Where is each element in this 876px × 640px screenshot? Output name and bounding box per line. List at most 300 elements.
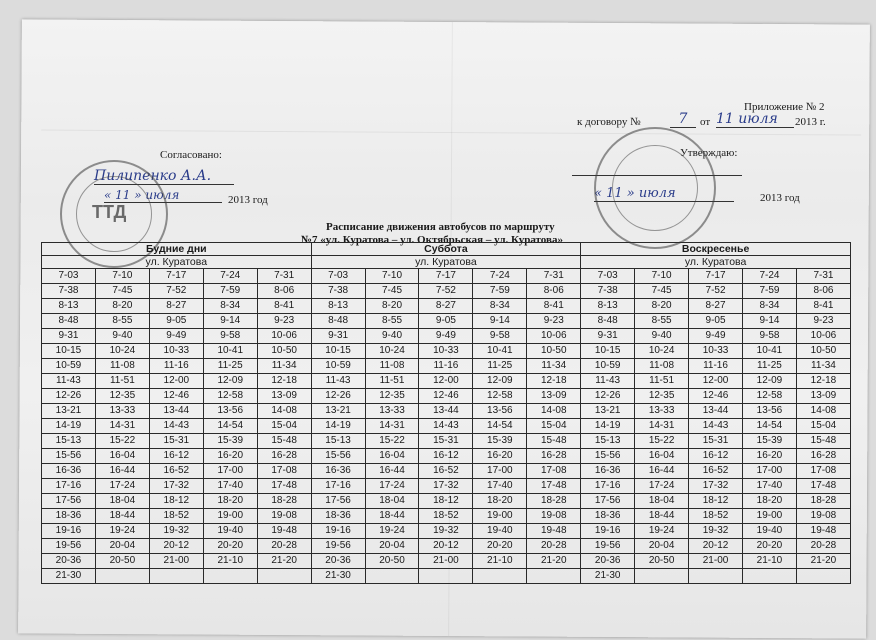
time-cell: 10-24 xyxy=(95,344,149,359)
time-cell: 10-50 xyxy=(257,344,311,359)
time-cell: 21-20 xyxy=(527,554,581,569)
time-cell: 7-24 xyxy=(473,269,527,284)
time-cell: 15-13 xyxy=(311,434,365,449)
time-cell: 12-26 xyxy=(311,389,365,404)
time-cell xyxy=(95,569,149,584)
time-cell: 15-22 xyxy=(365,434,419,449)
time-cell: 12-18 xyxy=(796,374,850,389)
time-cell: 8-34 xyxy=(203,299,257,314)
time-cell: 13-56 xyxy=(203,404,257,419)
time-cell: 14-31 xyxy=(95,419,149,434)
table-row xyxy=(42,374,851,389)
time-cell: 16-04 xyxy=(635,449,689,464)
time-cell xyxy=(419,569,473,584)
time-cell: 10-24 xyxy=(635,344,689,359)
time-cell: 10-59 xyxy=(581,359,635,374)
time-cell: 9-14 xyxy=(203,314,257,329)
time-cell: 8-27 xyxy=(689,299,743,314)
time-cell: 17-00 xyxy=(473,464,527,479)
time-cell: 7-31 xyxy=(527,269,581,284)
time-cell: 13-56 xyxy=(473,404,527,419)
time-cell: 18-04 xyxy=(635,494,689,509)
time-cell: 10-41 xyxy=(742,344,796,359)
time-cell: 17-56 xyxy=(311,494,365,509)
time-cell: 7-17 xyxy=(689,269,743,284)
time-cell: 13-21 xyxy=(581,404,635,419)
time-cell: 20-50 xyxy=(365,554,419,569)
day-header: Будние дни xyxy=(42,243,312,256)
time-cell: 15-04 xyxy=(527,419,581,434)
time-cell: 18-20 xyxy=(203,494,257,509)
time-cell: 20-28 xyxy=(796,539,850,554)
time-cell: 9-58 xyxy=(203,329,257,344)
time-cell: 14-08 xyxy=(257,404,311,419)
time-cell: 16-28 xyxy=(796,449,850,464)
time-cell: 12-35 xyxy=(95,389,149,404)
time-cell: 9-23 xyxy=(796,314,850,329)
time-cell: 12-58 xyxy=(742,389,796,404)
time-cell: 13-44 xyxy=(689,404,743,419)
contract-date: 11 июля xyxy=(716,111,794,128)
time-cell: 8-27 xyxy=(149,299,203,314)
time-cell: 11-34 xyxy=(257,359,311,374)
time-cell: 19-00 xyxy=(473,509,527,524)
time-cell: 17-40 xyxy=(203,479,257,494)
time-cell: 17-56 xyxy=(42,494,96,509)
time-cell: 16-52 xyxy=(689,464,743,479)
time-cell: 7-38 xyxy=(311,284,365,299)
time-cell: 18-28 xyxy=(796,494,850,509)
time-cell: 17-24 xyxy=(365,479,419,494)
time-cell: 15-56 xyxy=(581,449,635,464)
time-cell: 19-08 xyxy=(527,509,581,524)
time-cell: 8-48 xyxy=(311,314,365,329)
time-cell: 10-59 xyxy=(311,359,365,374)
time-cell: 13-09 xyxy=(527,389,581,404)
time-cell: 9-40 xyxy=(95,329,149,344)
time-cell: 18-20 xyxy=(742,494,796,509)
time-cell: 16-28 xyxy=(527,449,581,464)
time-cell: 7-31 xyxy=(257,269,311,284)
time-cell: 20-12 xyxy=(689,539,743,554)
time-cell: 15-13 xyxy=(42,434,96,449)
time-cell: 20-36 xyxy=(311,554,365,569)
time-cell: 18-28 xyxy=(527,494,581,509)
time-cell: 16-44 xyxy=(95,464,149,479)
time-cell: 13-33 xyxy=(635,404,689,419)
time-cell: 18-28 xyxy=(257,494,311,509)
time-cell: 13-09 xyxy=(257,389,311,404)
stop-header: ул. Куратова xyxy=(311,256,581,269)
time-cell: 14-19 xyxy=(581,419,635,434)
time-cell: 19-16 xyxy=(311,524,365,539)
time-cell: 7-59 xyxy=(742,284,796,299)
time-cell: 8-13 xyxy=(42,299,96,314)
time-cell: 13-21 xyxy=(311,404,365,419)
time-cell: 19-00 xyxy=(203,509,257,524)
time-cell: 16-52 xyxy=(149,464,203,479)
time-cell: 16-12 xyxy=(419,449,473,464)
time-cell: 12-58 xyxy=(473,389,527,404)
bus-schedule-table xyxy=(41,242,851,584)
time-cell: 19-08 xyxy=(257,509,311,524)
time-cell: 15-22 xyxy=(95,434,149,449)
time-cell: 11-51 xyxy=(365,374,419,389)
time-cell: 9-05 xyxy=(419,314,473,329)
time-cell: 7-10 xyxy=(95,269,149,284)
time-cell: 7-10 xyxy=(365,269,419,284)
time-cell: 19-56 xyxy=(581,539,635,554)
time-cell: 20-20 xyxy=(203,539,257,554)
time-cell: 10-15 xyxy=(42,344,96,359)
time-cell: 21-20 xyxy=(796,554,850,569)
time-cell: 8-13 xyxy=(581,299,635,314)
time-cell: 12-46 xyxy=(419,389,473,404)
time-cell: 17-32 xyxy=(689,479,743,494)
time-cell: 9-23 xyxy=(527,314,581,329)
time-cell: 18-44 xyxy=(635,509,689,524)
time-cell: 15-56 xyxy=(42,449,96,464)
time-cell: 21-20 xyxy=(257,554,311,569)
time-cell: 15-22 xyxy=(635,434,689,449)
time-cell: 14-31 xyxy=(635,419,689,434)
time-cell: 20-04 xyxy=(365,539,419,554)
time-cell: 9-14 xyxy=(742,314,796,329)
time-cell: 14-19 xyxy=(311,419,365,434)
time-cell: 8-48 xyxy=(42,314,96,329)
time-cell: 13-09 xyxy=(796,389,850,404)
time-cell: 14-43 xyxy=(689,419,743,434)
time-cell: 11-08 xyxy=(365,359,419,374)
time-cell: 7-31 xyxy=(796,269,850,284)
seal-center-text: ТТД xyxy=(92,202,127,222)
time-cell: 10-33 xyxy=(419,344,473,359)
time-cell: 11-16 xyxy=(419,359,473,374)
time-cell: 21-00 xyxy=(419,554,473,569)
time-cell: 19-40 xyxy=(742,524,796,539)
time-cell: 9-49 xyxy=(419,329,473,344)
time-cell: 16-44 xyxy=(365,464,419,479)
time-cell: 12-35 xyxy=(365,389,419,404)
time-cell: 7-17 xyxy=(149,269,203,284)
time-cell: 11-16 xyxy=(689,359,743,374)
time-cell: 15-48 xyxy=(796,434,850,449)
time-cell: 18-52 xyxy=(419,509,473,524)
appendix-label: Приложение № 2 xyxy=(744,101,825,113)
time-cell: 14-54 xyxy=(742,419,796,434)
time-cell: 16-12 xyxy=(149,449,203,464)
time-cell: 15-04 xyxy=(796,419,850,434)
time-cell: 10-06 xyxy=(257,329,311,344)
time-cell: 10-41 xyxy=(473,344,527,359)
table-row xyxy=(42,269,851,284)
time-cell: 13-44 xyxy=(149,404,203,419)
time-cell: 9-49 xyxy=(689,329,743,344)
time-cell: 8-06 xyxy=(527,284,581,299)
time-cell: 16-04 xyxy=(365,449,419,464)
time-cell: 13-33 xyxy=(95,404,149,419)
time-cell: 19-16 xyxy=(581,524,635,539)
time-cell: 14-31 xyxy=(365,419,419,434)
time-cell: 18-12 xyxy=(419,494,473,509)
time-cell: 12-26 xyxy=(581,389,635,404)
time-cell: 20-04 xyxy=(635,539,689,554)
time-cell xyxy=(742,569,796,584)
time-cell: 12-00 xyxy=(149,374,203,389)
time-cell: 19-48 xyxy=(257,524,311,539)
time-cell: 18-04 xyxy=(365,494,419,509)
time-cell: 8-41 xyxy=(796,299,850,314)
time-cell: 11-25 xyxy=(473,359,527,374)
time-cell: 18-36 xyxy=(42,509,96,524)
time-cell: 15-13 xyxy=(581,434,635,449)
time-cell: 20-12 xyxy=(149,539,203,554)
time-cell: 8-06 xyxy=(796,284,850,299)
time-cell: 10-33 xyxy=(689,344,743,359)
time-cell: 7-17 xyxy=(419,269,473,284)
time-cell: 10-41 xyxy=(203,344,257,359)
table-row xyxy=(42,509,851,524)
time-cell: 15-31 xyxy=(689,434,743,449)
time-cell: 13-21 xyxy=(42,404,96,419)
time-cell: 21-00 xyxy=(689,554,743,569)
time-cell: 9-05 xyxy=(149,314,203,329)
time-cell: 19-40 xyxy=(203,524,257,539)
time-cell: 10-50 xyxy=(527,344,581,359)
time-cell xyxy=(473,569,527,584)
time-cell: 9-58 xyxy=(473,329,527,344)
time-cell: 10-50 xyxy=(796,344,850,359)
time-cell: 17-08 xyxy=(527,464,581,479)
time-cell: 11-43 xyxy=(581,374,635,389)
time-cell: 16-20 xyxy=(742,449,796,464)
time-cell: 20-36 xyxy=(42,554,96,569)
time-cell: 15-48 xyxy=(527,434,581,449)
time-cell: 15-31 xyxy=(419,434,473,449)
time-cell: 18-04 xyxy=(95,494,149,509)
time-cell: 21-30 xyxy=(581,569,635,584)
time-cell: 21-10 xyxy=(473,554,527,569)
table-row xyxy=(42,419,851,434)
time-cell: 9-23 xyxy=(257,314,311,329)
time-cell: 17-32 xyxy=(419,479,473,494)
time-cell: 10-24 xyxy=(365,344,419,359)
time-cell: 18-36 xyxy=(311,509,365,524)
time-cell: 8-06 xyxy=(257,284,311,299)
time-cell: 18-44 xyxy=(95,509,149,524)
time-cell: 7-52 xyxy=(689,284,743,299)
time-cell: 15-39 xyxy=(473,434,527,449)
table-row xyxy=(42,314,851,329)
contract-year: 2013 г. xyxy=(795,116,826,128)
time-cell: 8-41 xyxy=(527,299,581,314)
day-header: Суббота xyxy=(311,243,581,256)
time-cell: 8-55 xyxy=(635,314,689,329)
time-cell: 7-10 xyxy=(635,269,689,284)
time-cell: 12-35 xyxy=(635,389,689,404)
time-cell: 7-38 xyxy=(581,284,635,299)
time-cell: 16-04 xyxy=(95,449,149,464)
time-cell: 21-10 xyxy=(742,554,796,569)
time-cell: 18-44 xyxy=(365,509,419,524)
time-cell: 19-56 xyxy=(42,539,96,554)
time-cell: 14-43 xyxy=(149,419,203,434)
time-cell: 15-39 xyxy=(742,434,796,449)
contract-number: 7 xyxy=(670,111,696,128)
time-cell: 12-09 xyxy=(473,374,527,389)
time-cell: 11-51 xyxy=(95,374,149,389)
time-cell xyxy=(149,569,203,584)
time-cell: 13-56 xyxy=(742,404,796,419)
time-cell: 7-03 xyxy=(311,269,365,284)
time-cell: 16-36 xyxy=(42,464,96,479)
time-cell: 12-46 xyxy=(149,389,203,404)
time-cell: 16-44 xyxy=(635,464,689,479)
time-cell: 10-15 xyxy=(581,344,635,359)
time-cell: 19-24 xyxy=(365,524,419,539)
table-row xyxy=(42,464,851,479)
time-cell: 8-13 xyxy=(311,299,365,314)
time-cell: 7-45 xyxy=(635,284,689,299)
time-cell: 9-40 xyxy=(635,329,689,344)
time-cell: 21-10 xyxy=(203,554,257,569)
time-cell: 13-33 xyxy=(365,404,419,419)
time-cell: 7-52 xyxy=(149,284,203,299)
time-cell: 18-52 xyxy=(689,509,743,524)
time-cell: 19-08 xyxy=(796,509,850,524)
time-cell: 17-24 xyxy=(635,479,689,494)
time-cell: 18-12 xyxy=(689,494,743,509)
time-cell xyxy=(365,569,419,584)
time-cell: 9-05 xyxy=(689,314,743,329)
time-cell: 7-24 xyxy=(742,269,796,284)
table-row xyxy=(42,404,851,419)
time-cell: 11-25 xyxy=(203,359,257,374)
time-cell: 14-54 xyxy=(203,419,257,434)
table-row xyxy=(42,284,851,299)
time-cell: 20-36 xyxy=(581,554,635,569)
time-cell: 21-30 xyxy=(311,569,365,584)
time-cell: 7-38 xyxy=(42,284,96,299)
time-cell: 18-12 xyxy=(149,494,203,509)
time-cell: 19-32 xyxy=(689,524,743,539)
time-cell: 19-32 xyxy=(149,524,203,539)
time-cell: 19-24 xyxy=(635,524,689,539)
time-cell: 20-28 xyxy=(527,539,581,554)
table-row xyxy=(42,344,851,359)
time-cell: 20-50 xyxy=(635,554,689,569)
time-cell: 8-34 xyxy=(742,299,796,314)
approved-date: « 11 » июля xyxy=(594,186,734,202)
time-cell: 12-46 xyxy=(689,389,743,404)
time-cell: 15-31 xyxy=(149,434,203,449)
table-row xyxy=(42,494,851,509)
time-cell: 20-12 xyxy=(419,539,473,554)
time-cell: 8-41 xyxy=(257,299,311,314)
schedule-title: Расписание движения автобусов по маршруту xyxy=(326,221,555,233)
time-cell: 19-40 xyxy=(473,524,527,539)
time-cell: 17-00 xyxy=(742,464,796,479)
time-cell: 16-28 xyxy=(257,449,311,464)
time-cell: 9-31 xyxy=(311,329,365,344)
time-cell: 8-55 xyxy=(365,314,419,329)
time-cell: 7-45 xyxy=(365,284,419,299)
table-row xyxy=(42,299,851,314)
time-cell: 20-20 xyxy=(473,539,527,554)
time-cell: 20-04 xyxy=(95,539,149,554)
time-cell: 15-48 xyxy=(257,434,311,449)
time-cell: 14-19 xyxy=(42,419,96,434)
time-cell: 18-52 xyxy=(149,509,203,524)
time-cell: 12-18 xyxy=(527,374,581,389)
time-cell: 9-58 xyxy=(742,329,796,344)
time-cell: 12-09 xyxy=(203,374,257,389)
table-row xyxy=(42,569,851,584)
day-header: Воскресенье xyxy=(581,243,851,256)
contract-prefix: к договору № xyxy=(577,116,641,128)
time-cell: 17-16 xyxy=(581,479,635,494)
time-cell: 9-49 xyxy=(149,329,203,344)
time-cell: 9-31 xyxy=(42,329,96,344)
time-cell: 17-08 xyxy=(796,464,850,479)
time-cell: 15-04 xyxy=(257,419,311,434)
approved-year: 2013 год xyxy=(760,192,800,204)
time-cell: 14-08 xyxy=(527,404,581,419)
time-cell: 8-20 xyxy=(365,299,419,314)
time-cell: 7-45 xyxy=(95,284,149,299)
time-cell: 8-34 xyxy=(473,299,527,314)
time-cell: 21-00 xyxy=(149,554,203,569)
table-row xyxy=(42,479,851,494)
time-cell: 17-40 xyxy=(742,479,796,494)
time-cell: 16-36 xyxy=(581,464,635,479)
stop-header: ул. Куратова xyxy=(42,256,312,269)
time-cell: 14-08 xyxy=(796,404,850,419)
time-cell: 9-14 xyxy=(473,314,527,329)
time-cell: 17-48 xyxy=(796,479,850,494)
time-cell: 10-06 xyxy=(796,329,850,344)
time-cell: 7-24 xyxy=(203,269,257,284)
time-cell: 17-00 xyxy=(203,464,257,479)
agreed-label: Согласовано: xyxy=(160,149,222,161)
time-cell: 18-36 xyxy=(581,509,635,524)
time-cell: 16-20 xyxy=(203,449,257,464)
table-row xyxy=(42,524,851,539)
time-cell: 7-59 xyxy=(473,284,527,299)
table-row xyxy=(42,434,851,449)
time-cell: 17-24 xyxy=(95,479,149,494)
time-cell: 19-48 xyxy=(796,524,850,539)
time-cell: 10-59 xyxy=(42,359,96,374)
contract-from: от xyxy=(700,116,711,128)
time-cell: 11-43 xyxy=(311,374,365,389)
time-cell: 20-28 xyxy=(257,539,311,554)
time-cell xyxy=(257,569,311,584)
time-cell xyxy=(635,569,689,584)
time-cell: 7-03 xyxy=(581,269,635,284)
time-cell: 19-00 xyxy=(742,509,796,524)
time-cell: 17-08 xyxy=(257,464,311,479)
time-cell: 19-56 xyxy=(311,539,365,554)
time-cell: 16-12 xyxy=(689,449,743,464)
time-cell: 8-55 xyxy=(95,314,149,329)
time-cell: 12-58 xyxy=(203,389,257,404)
time-cell: 8-48 xyxy=(581,314,635,329)
time-cell: 12-26 xyxy=(42,389,96,404)
time-cell: 17-56 xyxy=(581,494,635,509)
time-cell: 10-15 xyxy=(311,344,365,359)
right-seal-stamp xyxy=(594,127,716,249)
